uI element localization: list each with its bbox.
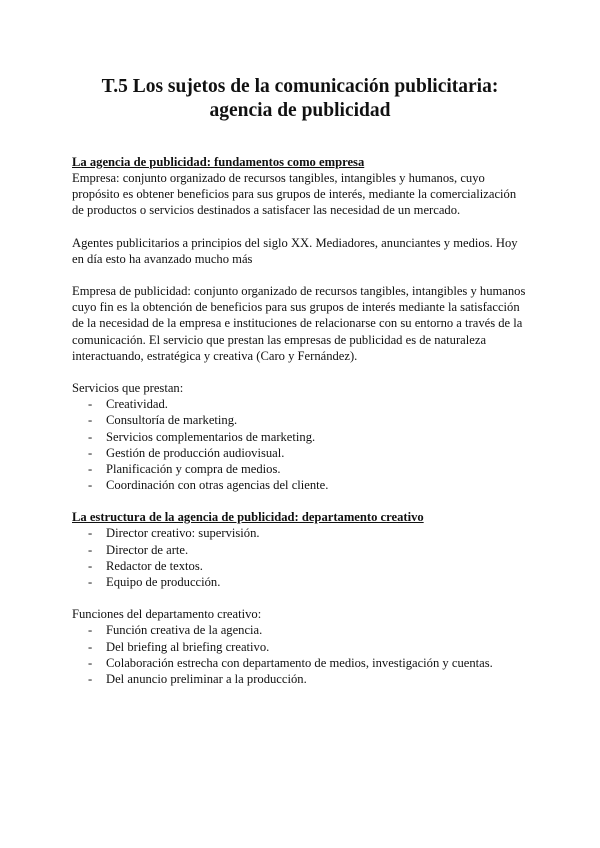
list-item-text: Redactor de textos. <box>106 558 203 573</box>
bullet-dash: - <box>88 639 93 654</box>
list-item-text: Del anuncio preliminar a la producción. <box>106 672 307 687</box>
paragraph-empresa-publicidad: Empresa de publicidad: conjunto organizado de recursos tangibles, intangibles y humanos cuyo fin es la obtención de beneficios para sus grupos de interés mediante la satisfacción de la necesidad de la empresa e instituciones de relacionarse con su entorno a través de la comunicación. El servicio que prestan las empresas de publicidad es de naturaleza interactuando, estratégica y creativa (Caro y Fernández). <box>72 284 526 363</box>
list-item <box>88 445 528 461</box>
list-item <box>88 622 528 638</box>
paragraph-empresa: Empresa: conjunto organizado de recursos tangibles, intangibles y humanos, cuyo propósito es obtener beneficios para sus grupos de interés, mediante la comercialización de productos o servicios destinados a satisfacer las necesidad de un mercado. <box>72 171 517 218</box>
paragraph-agentes: Agentes publicitarios a principios del siglo XX. Mediadores, anunciantes y medios. Hoy en día esto ha avanzado mucho más <box>72 235 518 266</box>
list-item-text: Del briefing al briefing creativo. <box>106 639 270 654</box>
section-heading-fundamentos: La agencia de publicidad: fundamentos como empresa <box>72 155 365 169</box>
functions-list <box>72 622 528 687</box>
list-item-text: Colaboración estrecha con departamento de medios, investigación y cuentas. <box>106 655 493 670</box>
list-item <box>88 671 528 687</box>
list-item <box>88 396 528 412</box>
bullet-dash: - <box>88 623 93 638</box>
list-item-text: Director de arte. <box>106 542 189 557</box>
list-item-text: Función creativa de la agencia. <box>106 623 263 638</box>
bullet-dash: - <box>88 445 93 460</box>
list-item <box>88 429 528 445</box>
list-item <box>88 477 528 493</box>
list-item-text: Equipo de producción. <box>106 575 221 590</box>
bullet-dash: - <box>88 558 93 573</box>
list-item <box>88 655 528 671</box>
list-item <box>88 574 528 590</box>
bullet-dash: - <box>88 478 93 493</box>
bullet-dash: - <box>88 413 93 428</box>
services-list <box>72 396 528 493</box>
bullet-dash: - <box>88 462 93 477</box>
bullet-dash: - <box>88 526 93 541</box>
list-item <box>88 412 528 428</box>
list-item-text: Creatividad. <box>106 397 168 412</box>
services-label: Servicios que prestan: <box>72 381 184 396</box>
list-item <box>88 542 528 558</box>
functions-label: Funciones del departamento creativo: <box>72 607 262 622</box>
list-item-text: Coordinación con otras agencias del cliente. <box>106 478 329 493</box>
bullet-dash: - <box>88 429 93 444</box>
bullet-dash: - <box>88 397 93 412</box>
list-item <box>88 639 528 655</box>
roles-list <box>72 525 528 590</box>
list-item <box>88 558 528 574</box>
bullet-dash: - <box>88 575 93 590</box>
list-item <box>88 461 528 477</box>
list-item-text: Consultoría de marketing. <box>106 413 238 428</box>
page-title: T.5 Los sujetos de la comunicación publicitaria: agencia de publicidad <box>101 76 499 121</box>
list-item <box>88 525 528 541</box>
bullet-dash: - <box>88 542 93 557</box>
list-item-text: Planificación y compra de medios. <box>106 462 281 477</box>
section-heading-estructura: La estructura de la agencia de publicidad: departamento creativo <box>72 510 424 525</box>
list-item-text: Servicios complementarios de marketing. <box>106 429 316 444</box>
bullet-dash: - <box>88 655 93 670</box>
bullet-dash: - <box>88 672 93 687</box>
list-item-text: Director creativo: supervisión. <box>106 526 260 541</box>
list-item-text: Gestión de producción audiovisual. <box>106 445 285 460</box>
